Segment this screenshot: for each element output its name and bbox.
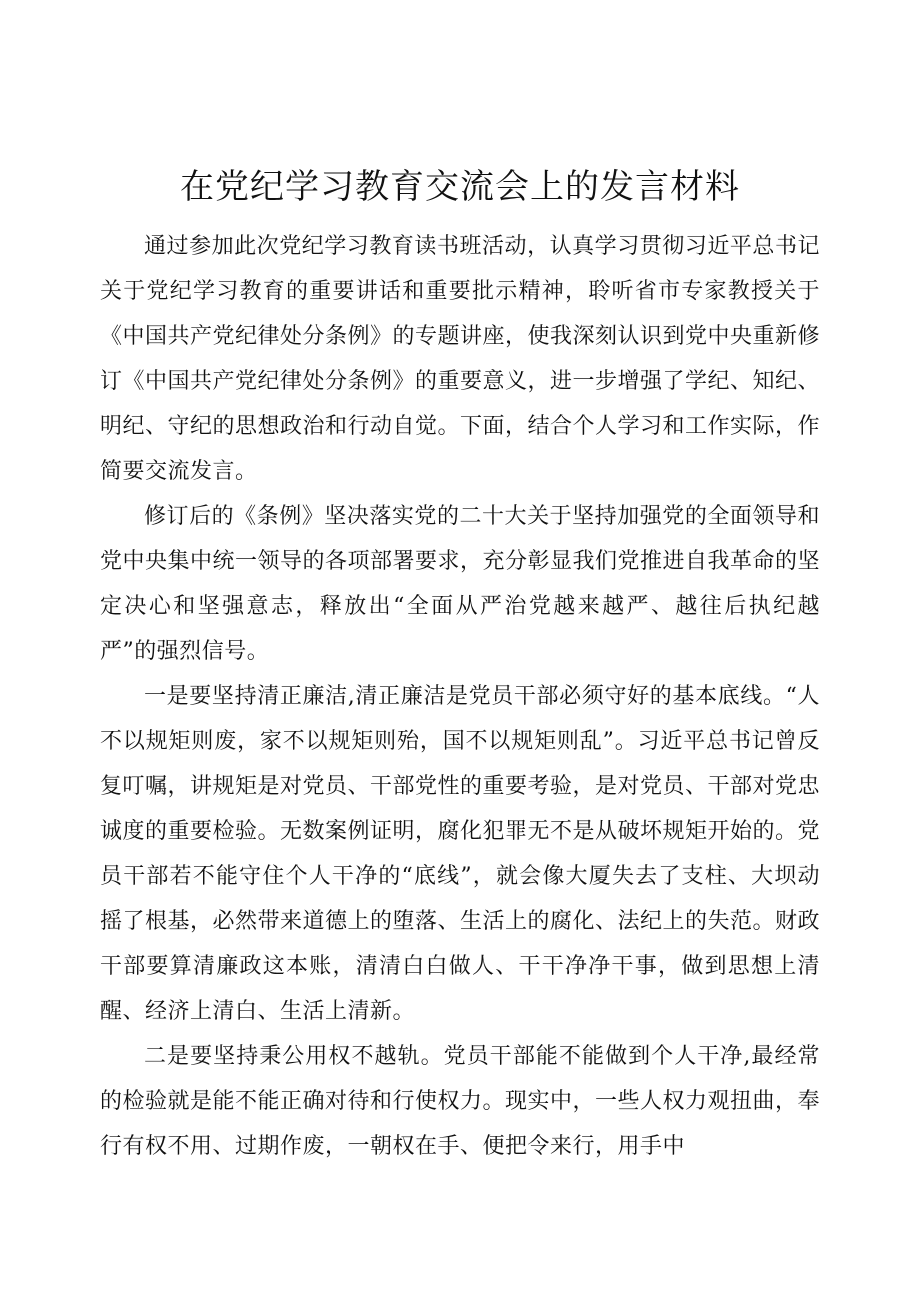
paragraph-intro: 通过参加此次党纪学习教育读书班活动，认真学习贯彻习近平总书记关于党纪学习教育的重要讲话和重要批示精神，聆听省市专家教授关于《中国共产党纪律处分条例》的专题讲座，使我深刻认识到党中央重新修订《中国共产党纪律处分条例》的重要意义，进一步增强了学纪、知纪、明纪、守纪的思想政治和行动自觉。下面，结合个人学习和工作实际，作简要交流发言。 [100,234,821,484]
document-body [100,224,820,1169]
paragraph-point-two: 二是要坚持秉公用权不越轨。党员干部能不能做到个人干净,最经常的检验就是能不能正确对待和行使权力。现实中，一些人权力观扭曲，奉行有权不用、过期作废，一朝权在手、便把令来行，用手中 [100,1044,821,1159]
document-title: 在党纪学习教育交流会上的发言材料 [180,167,740,207]
paragraph-point-one: 一是要坚持清正廉洁,清正廉洁是党员干部必须守好的基本底线。“人不以规矩则废，家不以规矩则殆，国不以规矩则乱”。习近平总书记曾反复叮嘱，讲规矩是对党员、干部党性的重要考验，是对党员、干部对党忠诚度的重要检验。无数案例证明，腐化犯罪无不是从破坏规矩开始的。党员干部若不能守住个人干净的“底线”，就会像大厦失去了支柱、大坝动摇了根基，必然带来道德上的堕落、生活上的腐化、法纪上的失范。财政干部要算清廉政这本账，清清白白做人、干干净净干事，做到思想上清醒、经济上清白、生活上清新。 [100,684,821,1024]
paragraph-regulation: 修订后的《条例》坚决落实党的二十大关于坚持加强党的全面领导和党中央集中统一领导的各项部署要求，充分彰显我们党推进自我革命的坚定决心和坚强意志，释放出“全面从严治党越来越严、越往后执纪越严”的强烈信号。 [100,504,821,664]
